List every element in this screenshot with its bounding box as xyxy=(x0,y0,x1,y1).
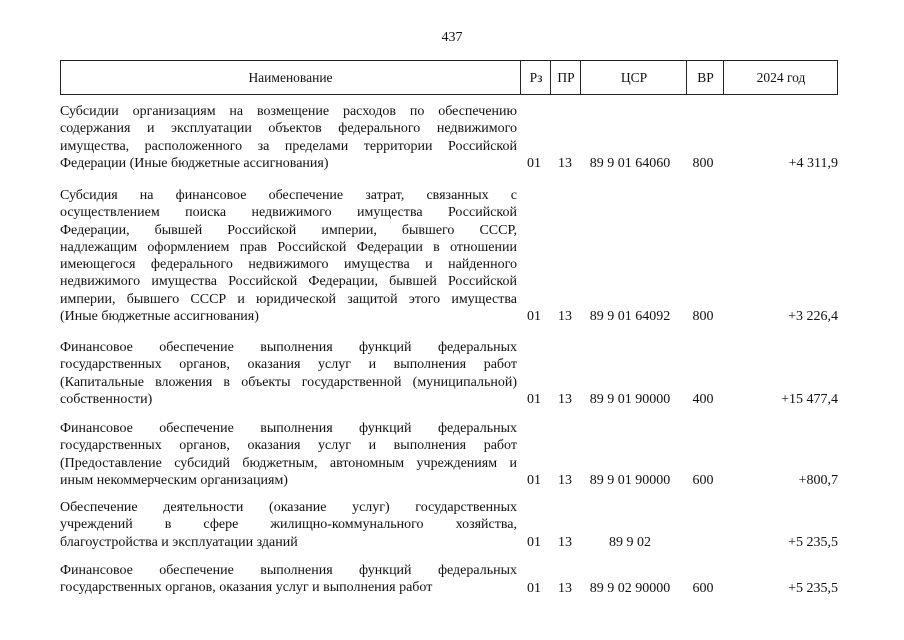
row-pr: 13 xyxy=(558,309,572,325)
row-rz: 01 xyxy=(527,580,541,596)
row-amount: +4 311,9 xyxy=(788,156,838,172)
row-pr: 13 xyxy=(558,156,572,172)
description-line: осуществлением поиска недвижимого имущества Российской xyxy=(60,205,517,221)
description-line: (Капитальные вложения в объекты государственной (муниципальной) xyxy=(60,374,517,390)
table-row xyxy=(60,103,850,172)
header-year: 2024 год xyxy=(723,61,838,94)
row-csr: 89 9 02 xyxy=(609,534,651,550)
row-csr: 89 9 01 64060 xyxy=(589,156,671,172)
table-row xyxy=(60,562,850,597)
description-line: государственных органов, оказания услуг и выполнения работ xyxy=(60,357,517,373)
row-description xyxy=(60,499,517,551)
row-description xyxy=(60,420,517,489)
header-rz: Рз xyxy=(520,61,551,94)
row-vr: 800 xyxy=(692,309,714,325)
row-csr: 89 9 02 90000 xyxy=(589,580,671,596)
row-csr: 89 9 01 90000 xyxy=(589,473,671,489)
description-line: Субсидия на финансовое обеспечение затрат, связанных с xyxy=(60,188,517,203)
row-rz: 01 xyxy=(527,309,541,325)
description-line: Финансовое обеспечение выполнения функций федеральных xyxy=(60,421,517,436)
row-vr: 600 xyxy=(692,580,714,596)
row-vr: 800 xyxy=(692,156,714,172)
row-pr: 13 xyxy=(558,580,572,596)
description-line: надлежащим оформлением прав Российской Федерации в отношении xyxy=(60,239,517,255)
row-pr: 13 xyxy=(558,473,572,489)
description-line: собственности) xyxy=(60,391,153,407)
header-csr: ЦСР xyxy=(580,61,687,94)
description-line: Федерации (Иные бюджетные ассигнования) xyxy=(60,155,329,171)
row-amount: +5 235,5 xyxy=(788,534,838,550)
description-line: государственных органов, оказания услуг и выполнения работ xyxy=(60,438,517,454)
description-line: недвижимого имущества Российской Федерации, бывшей Российской xyxy=(60,274,517,290)
row-csr: 89 9 01 64092 xyxy=(589,309,671,325)
row-amount: +3 226,4 xyxy=(788,309,838,325)
row-description xyxy=(60,187,517,325)
row-description xyxy=(60,339,517,408)
table-row xyxy=(60,420,850,489)
row-description xyxy=(60,562,517,597)
row-amount: +800,7 xyxy=(798,473,838,489)
description-line: благоустройства и эксплуатации зданий xyxy=(60,534,298,550)
row-rz: 01 xyxy=(527,534,541,550)
description-line: учреждений в сфере жилищно-коммунального хозяйства, xyxy=(60,517,517,533)
description-line: Федерации, бывшей Российской империи, бывшего СССР, xyxy=(60,222,517,238)
table-row xyxy=(60,187,850,325)
row-vr: 600 xyxy=(692,473,714,489)
row-pr: 13 xyxy=(558,534,572,550)
description-line: (Иные бюджетные ассигнования) xyxy=(60,309,259,325)
row-rz: 01 xyxy=(527,473,541,489)
description-line: имущества, расположенного за пределами территории Российской xyxy=(60,138,517,154)
page-number: 437 xyxy=(441,30,463,45)
row-pr: 13 xyxy=(558,392,572,408)
header-name: Наименование xyxy=(248,70,333,85)
header-vr: ВР xyxy=(686,61,724,94)
description-line: имеющегося федерального недвижимого имущества и найденного xyxy=(60,257,517,273)
description-line: (Предоставление субсидий бюджетным, автономным учреждениям и xyxy=(60,455,517,471)
row-vr: 400 xyxy=(692,392,714,408)
table-row xyxy=(60,499,850,551)
description-line: Субсидии организациям на возмещение расходов по обеспечению xyxy=(60,104,517,119)
description-line: империи, бывшего СССР и юридической защитой этого имущества xyxy=(60,291,517,307)
header-pr: ПР xyxy=(550,61,581,94)
description-line: иным некоммерческим организациям) xyxy=(60,472,288,488)
row-amount: +15 477,4 xyxy=(781,392,838,408)
row-amount: +5 235,5 xyxy=(788,580,838,596)
description-line: содержания и эксплуатации объектов федерального недвижимого xyxy=(60,121,517,137)
row-description xyxy=(60,103,517,172)
description-line: Обеспечение деятельности (оказание услуг) государственных xyxy=(60,500,517,515)
description-line: Финансовое обеспечение выполнения функций федеральных xyxy=(60,563,517,578)
row-rz: 01 xyxy=(527,156,541,172)
description-line: Финансовое обеспечение выполнения функций федеральных xyxy=(60,340,517,355)
table-row xyxy=(60,339,850,408)
description-line: государственных органов, оказания услуг и выполнения работ xyxy=(60,580,433,596)
row-csr: 89 9 01 90000 xyxy=(589,392,671,408)
table-header xyxy=(60,60,838,95)
row-rz: 01 xyxy=(527,392,541,408)
